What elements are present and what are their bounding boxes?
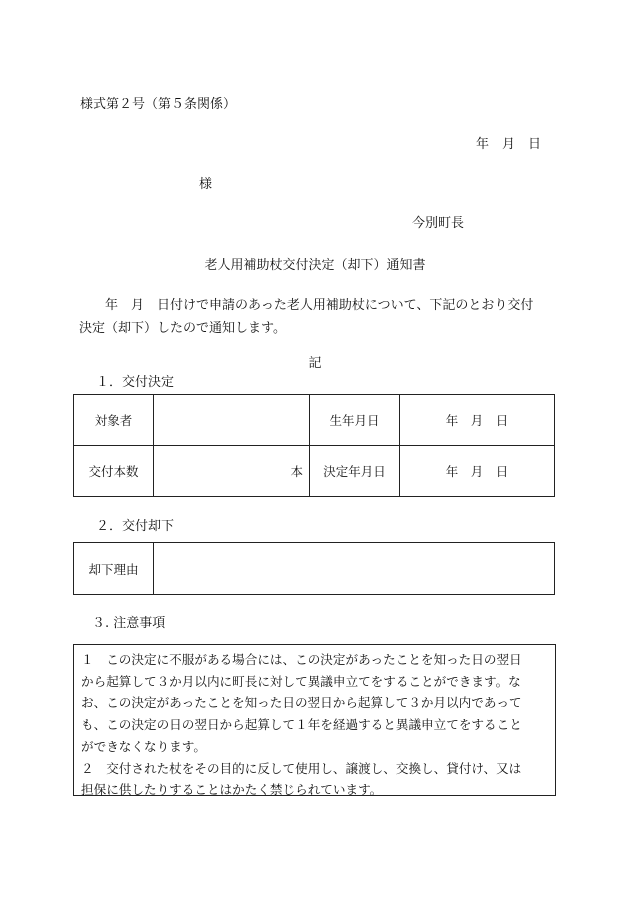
section-1-heading: １．交付決定 bbox=[96, 375, 175, 390]
decision-date-value: 年 月 日 bbox=[400, 446, 555, 497]
quantity-unit: 本 bbox=[154, 446, 310, 497]
quantity-label: 交付本数 bbox=[74, 446, 154, 497]
issue-date-line: 年 月 日 bbox=[476, 137, 542, 152]
section-3-heading: ３. 注意事項 bbox=[92, 616, 166, 631]
table-row bbox=[74, 446, 555, 497]
decision-date-label: 決定年月日 bbox=[310, 446, 400, 497]
table-row bbox=[74, 395, 555, 446]
notes-line-4: も、この決定の日の翌日から起算して１年を経過すると異議申立てをすること bbox=[81, 717, 522, 733]
subject-value bbox=[154, 395, 310, 446]
form-number: 様式第２号（第５条関係） bbox=[80, 97, 237, 112]
notes-line-6: ２ 交付された杖をその目的に反して使用し、譲渡し、交換し、貸付け、又は bbox=[81, 760, 522, 776]
document-title: 老人用補助杖交付決定（却下）通知書 bbox=[204, 258, 426, 273]
rejection-reason-value bbox=[154, 543, 555, 595]
notes-line-5: ができなくなります。 bbox=[81, 738, 206, 754]
addressee-suffix: 様 bbox=[199, 177, 213, 192]
birthdate-value: 年 月 日 bbox=[400, 395, 555, 446]
notes-line-7: 担保に供したりすることはかたく禁じられています。 bbox=[81, 782, 383, 798]
issuer-name: 今別町長 bbox=[412, 216, 465, 231]
ki-marker: 記 bbox=[308, 356, 322, 371]
grant-decision-table bbox=[73, 394, 555, 497]
notes-line-3: お、この決定があったことを知った日の翌日から起算して３か月以内であって bbox=[81, 695, 522, 711]
table-row bbox=[74, 543, 555, 595]
notice-body-line-1: 年 月 日付けで申請のあった老人用補助杖について、下記のとおり交付 bbox=[79, 298, 534, 313]
notes-line-1: １ この決定に不服がある場合には、この決定があったことを知った日の翌日 bbox=[81, 652, 522, 667]
rejection-reason-label: 却下理由 bbox=[74, 543, 154, 595]
rejection-table bbox=[73, 542, 555, 595]
section-2-heading: ２．交付却下 bbox=[96, 519, 175, 534]
notes-box bbox=[73, 644, 556, 796]
notice-body-line-2: 決定（却下）したので通知します。 bbox=[79, 321, 286, 336]
notice-body bbox=[79, 294, 555, 340]
subject-label: 対象者 bbox=[74, 395, 154, 446]
birthdate-label: 生年月日 bbox=[310, 395, 400, 446]
notes-line-2: から起算して３か月以内に町長に対して異議申立てをすることができます。な bbox=[81, 673, 521, 689]
